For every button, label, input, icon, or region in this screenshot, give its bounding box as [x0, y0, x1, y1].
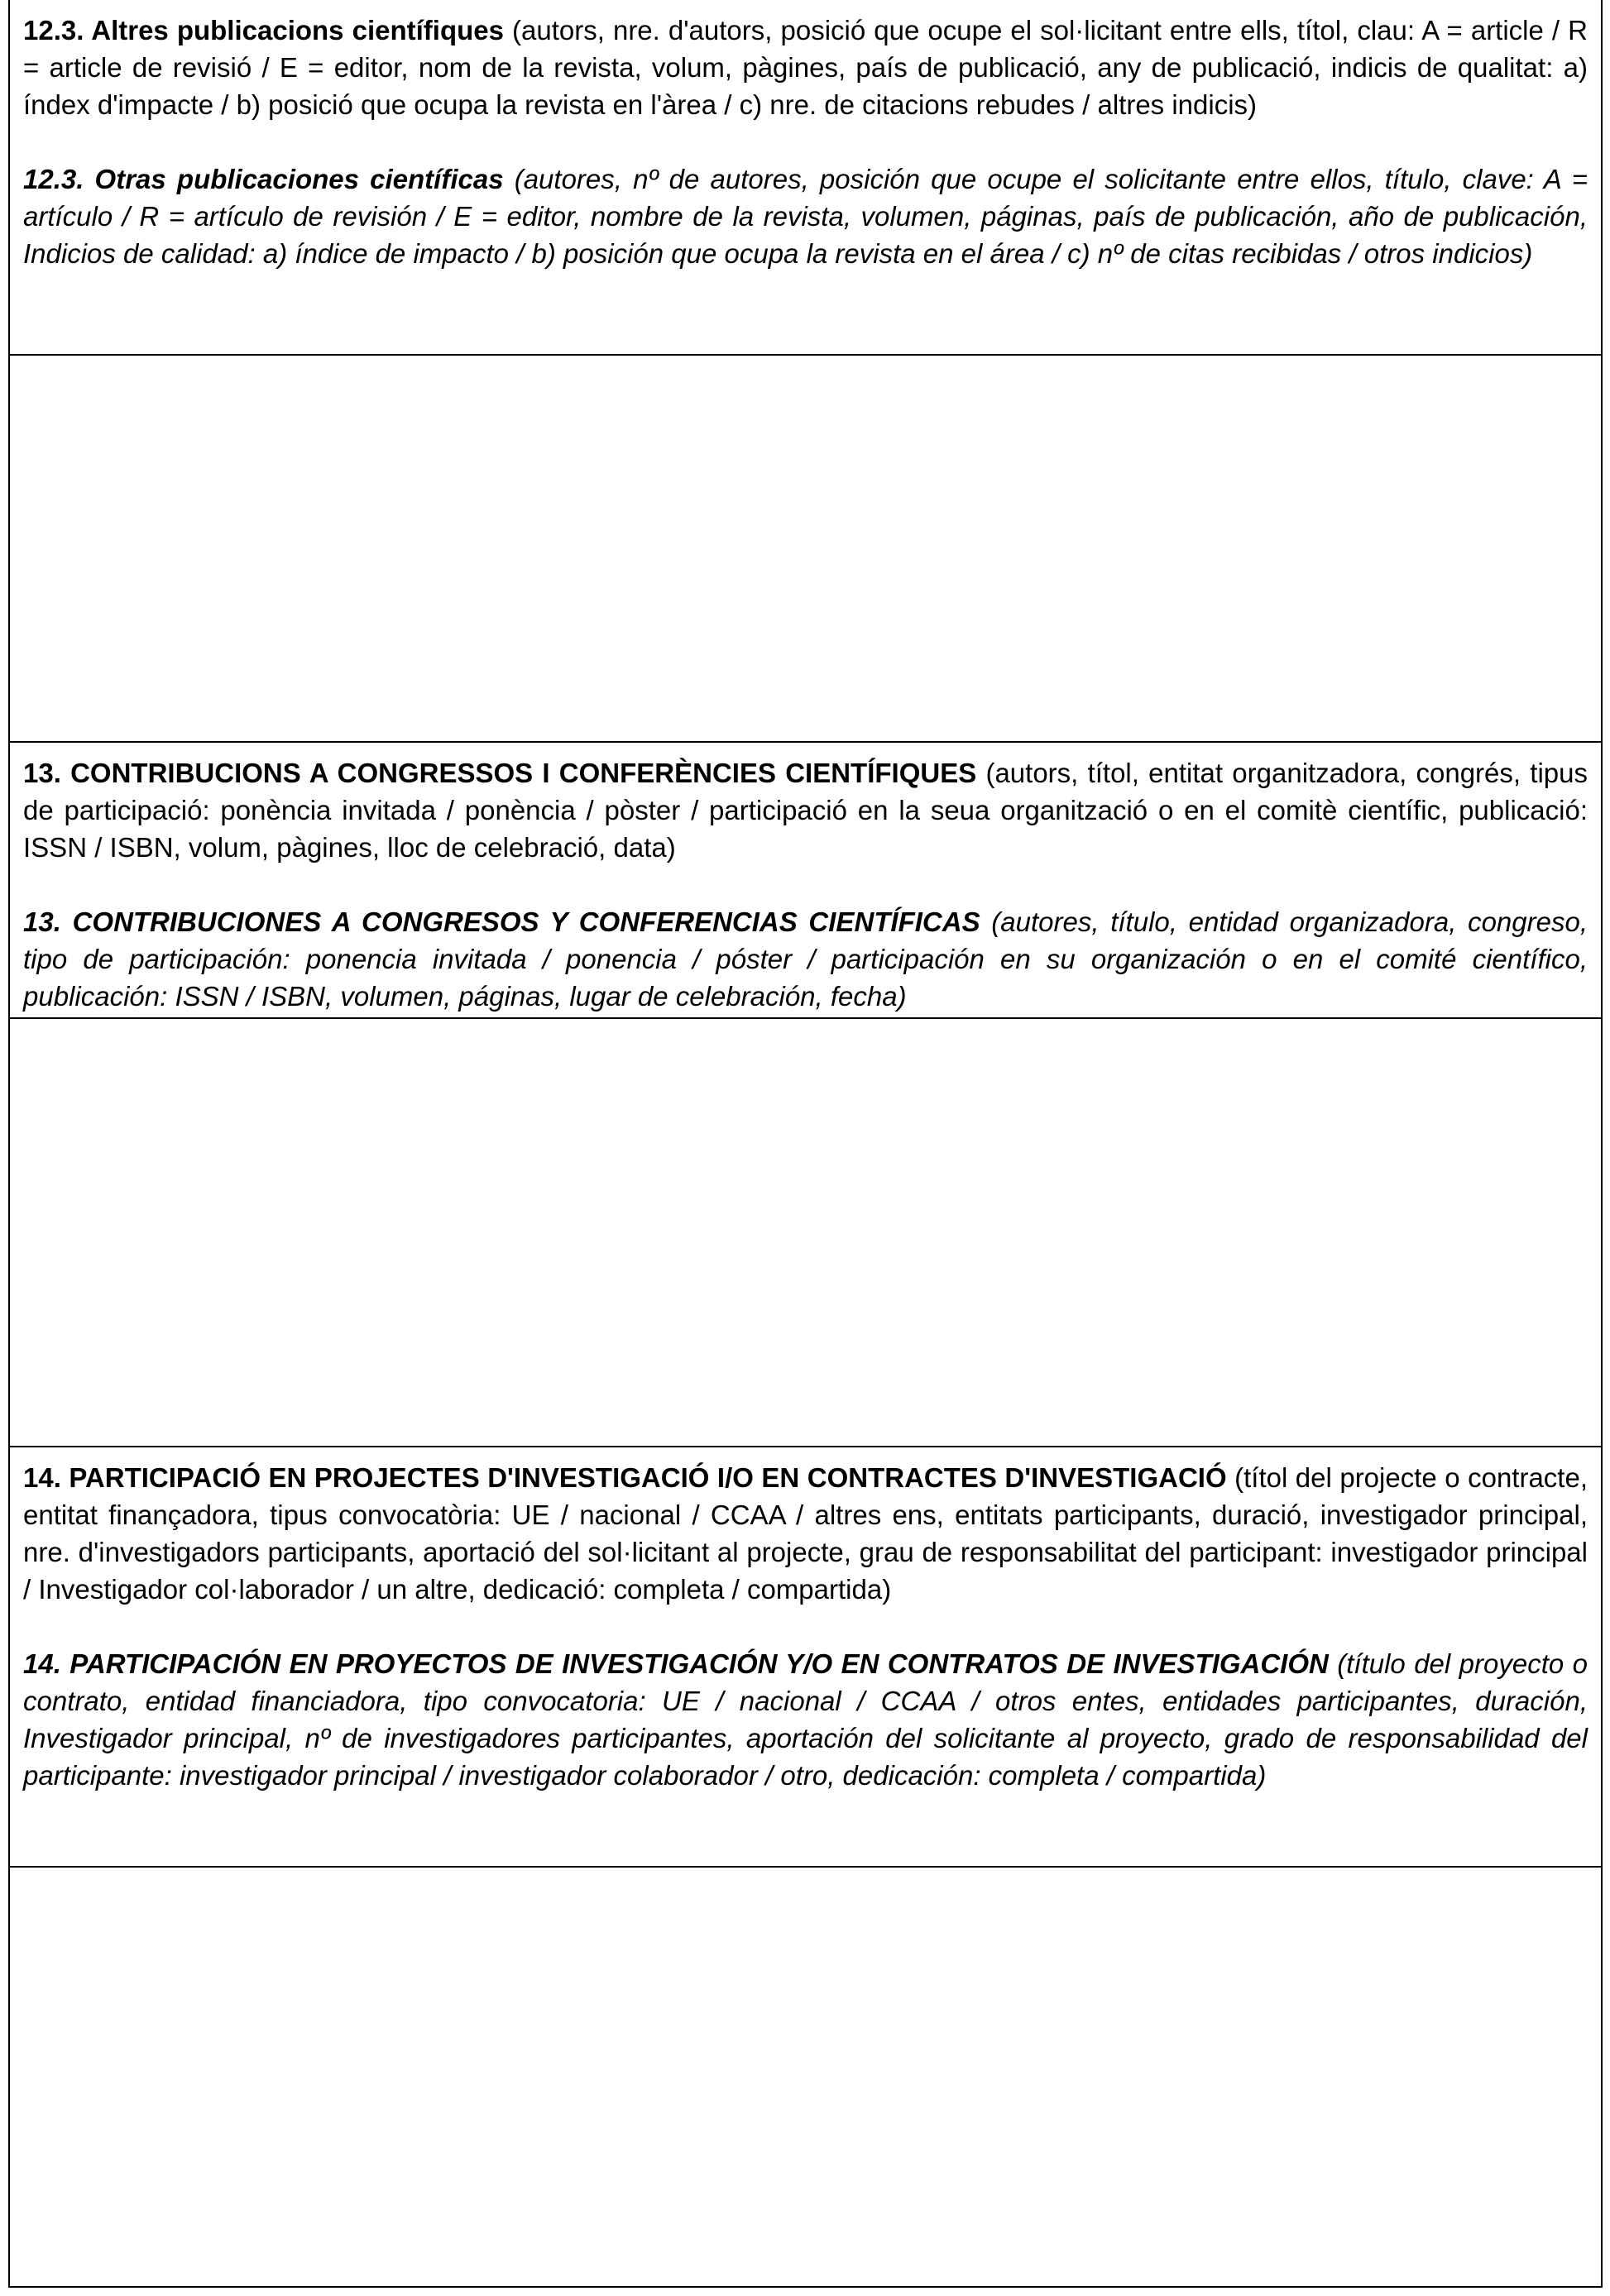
section-12-3-description-ca: [23, 12, 1588, 123]
research-cv-form: [8, 0, 1603, 2288]
section-13-heading-ca: 13. CONTRIBUCIONS A CONGRESSOS I CONFERÈNCIES CIENTÍFIQUES: [23, 758, 977, 788]
section-13-answer-area[interactable]: [10, 1019, 1601, 1447]
section-14-header: [10, 1447, 1601, 1868]
section-12-3-header: [10, 0, 1601, 356]
section-14-body-ca: (títol del projecte o contracte, entitat finançadora, tipus convocatòria: UE / nacional / CCAA / altres ens, entitats participants, duració, investigador principal, nre. d'investigadors participants, aportació del sol·licitant al projecte, grau de responsabilitat del participant: investigador principal / Investigador col·laborador / un altre, dedicació: completa / compartida): [23, 1462, 1588, 1605]
section-12-3-heading-es: 12.3. Otras publicaciones científicas: [23, 164, 504, 194]
section-12-3-answer-area[interactable]: [10, 356, 1601, 743]
section-14-description-ca: [23, 1459, 1588, 1608]
section-14-heading-ca: 14. PARTICIPACIÓ EN PROJECTES D'INVESTIGACIÓ I/O EN CONTRACTES D'INVESTIGACIÓ: [23, 1462, 1227, 1493]
section-13-body-es: (autores, título, entidad organizadora, congreso, tipo de participación: ponencia invitada / ponencia / póster / participación en su organización o en el comité científico, publicación: ISSN / ISBN, volumen, páginas, lugar de celebración, fecha): [23, 906, 1588, 1012]
section-14-heading-es: 14. PARTICIPACIÓN EN PROYECTOS DE INVESTIGACIÓN Y/O EN CONTRATOS DE INVESTIGACIÓN: [23, 1648, 1329, 1679]
section-13-heading-es: 13. CONTRIBUCIONES A CONGRESOS Y CONFERENCIAS CIENTÍFICAS: [23, 906, 980, 937]
section-14-description-es: [23, 1645, 1588, 1794]
section-14-answer-area[interactable]: [10, 1868, 1601, 2286]
section-13-header: [10, 743, 1601, 1019]
section-14-body-es: (título del proyecto o contrato, entidad financiadora, tipo convocatoria: UE / nacional / CCAA / otros entes, entidades participantes, duración, Investigador principal, nº de investigadores participantes, aportación del solicitante al proyecto, grado de responsabilidad del participante: investigador principal / investigador colaborador / otro, dedicación: completa / compartida): [23, 1648, 1588, 1791]
section-13-body-ca: (autors, títol, entitat organitzadora, congrés, tipus de participació: ponència invitada / ponència / pòster / participació en la seua organització o en el comitè científic, publicació: ISSN / ISBN, volum, pàgines, lloc de celebració, data): [23, 758, 1588, 863]
section-12-3-description-es: [23, 160, 1588, 272]
section-13-description-ca: [23, 754, 1588, 866]
section-12-3-heading-ca: 12.3. Altres publicacions científiques: [23, 15, 504, 45]
section-12-3-body-ca: (autors, nre. d'autors, posició que ocupe el sol·licitant entre ells, títol, clau: A = article / R = article de revisió / E = editor, nom de la revista, volum, pàgines, país de publicació, any de publicació, indicis de qualitat: a) índex d'impacte / b) posició que ocupa la revista en l'àrea / c) nre. de citacions rebudes / altres indicis): [23, 15, 1588, 120]
section-13-description-es: [23, 903, 1588, 1015]
section-12-3-body-es: (autores, nº de autores, posición que ocupe el solicitante entre ellos, título, clave: A = artículo / R = artículo de revisión / E = editor, nombre de la revista, volumen, páginas, país de publicación, año de publicación, Indicios de calidad: a) índice de impacto / b) posición que ocupa la revista en el área / c) nº de citas recibidas / otros indicios): [23, 164, 1588, 269]
